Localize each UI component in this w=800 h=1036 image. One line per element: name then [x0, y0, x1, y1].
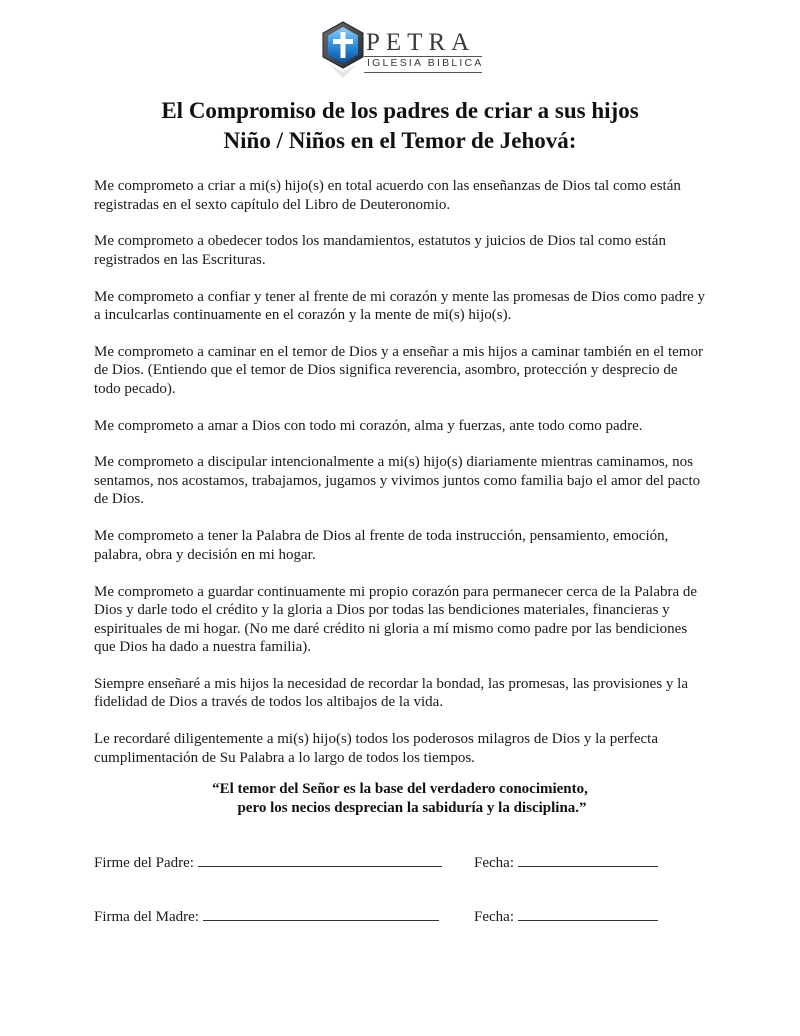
scripture-quote-line-1: “El temor del Señor es la base del verdadero conocimiento, [212, 781, 588, 797]
commitment-paragraph: Siempre enseñaré a mis hijos la necesidad de recordar la bondad, las promesas, las provisiones y la fidelidad de Dios a través de todos los altibajos de la vida. [94, 675, 688, 711]
commitment-paragraph: Me comprometo a discipular intencionalmente a mi(s) hijo(s) diariamente mientras caminamos, nos sentamos, nos acostamos, trabajamos, jugamos y vivimos juntos como familia bajo el amor del pacto de Dios. [94, 454, 701, 508]
cross-shield-icon [320, 20, 366, 80]
father-date-field[interactable] [474, 852, 658, 873]
father-signature-field[interactable] [94, 852, 442, 873]
father-signature-line[interactable] [198, 852, 442, 867]
logo-subtitle: IGLESIA BIBLICA [367, 57, 484, 69]
document-title-line-1: El Compromiso de los padres de criar a sus hijos [161, 98, 639, 123]
mother-signature-field[interactable] [94, 906, 439, 927]
father-date-label: Fecha: [474, 855, 514, 871]
commitment-paragraph: Me comprometo a criar a mi(s) hijo(s) en total acuerdo con las enseñanzas de Dios tal como están registradas en el sexto capítulo del Libro de Deuteronomio. [94, 178, 681, 213]
commitment-paragraph: Me comprometo a confiar y tener al frente de mi corazón y mente las promesas de Dios como padre y a inculcarlas continuamente en el corazón y la mente de mi(s) hijo(s). [94, 288, 706, 324]
logo-name: PETRA [366, 29, 476, 56]
mother-signature-label: Firma del Madre: [94, 909, 199, 925]
commitment-paragraph: Me comprometo a amar a Dios con todo mi corazón, alma y fuerzas, ante todo como padre. [94, 417, 643, 434]
mother-date-line[interactable] [518, 906, 658, 921]
mother-date-label: Fecha: [474, 909, 514, 925]
document-title-line-2: Niño / Niños en el Temor de Jehová: [223, 128, 577, 153]
scripture-quote-line-2: pero los necios desprecian la sabiduría y la disciplina.” [237, 800, 587, 816]
commitment-paragraph: Me comprometo a caminar en el temor de Dios y a enseñar a mis hijos a caminar también en el temor de Dios. (Entiendo que el temor de Dios significa reverencia, asombro, protección y desprecio de todo pecado). [94, 343, 703, 397]
commitment-paragraph: Me comprometo a tener la Palabra de Dios al frente de toda instrucción, pensamiento, emoción, palabra, obra y decisión en mi hogar. [94, 528, 669, 563]
commitment-paragraph: Me comprometo a guardar continuamente mi propio corazón para permanecer cerca de la Palabra de Dios y darle todo el crédito y la gloria a Dios por todas las bendiciones materiales, financieras y espirituales de mi hogar. (No me daré crédito ni gloria a mí mismo como padre por las bendiciones que Dios ha dado a nuestra familia). [94, 583, 698, 656]
father-signature-label: Firme del Padre: [94, 855, 194, 871]
mother-date-field[interactable] [474, 906, 658, 927]
commitment-paragraph: Me comprometo a obedecer todos los mandamientos, estatutos y juicios de Dios tal como están registrados en las Escrituras. [94, 233, 666, 268]
father-date-line[interactable] [518, 852, 658, 867]
logo-rule-bottom [364, 72, 482, 73]
commitment-list [94, 177, 706, 785]
mother-signature-line[interactable] [203, 906, 439, 921]
church-logo [320, 20, 485, 80]
commitment-paragraph: Le recordaré diligentemente a mi(s) hijo(s) todos los poderosos milagros de Dios y la perfecta cumplimentación de Su Palabra a lo largo de todos los tiempos. [94, 731, 658, 766]
